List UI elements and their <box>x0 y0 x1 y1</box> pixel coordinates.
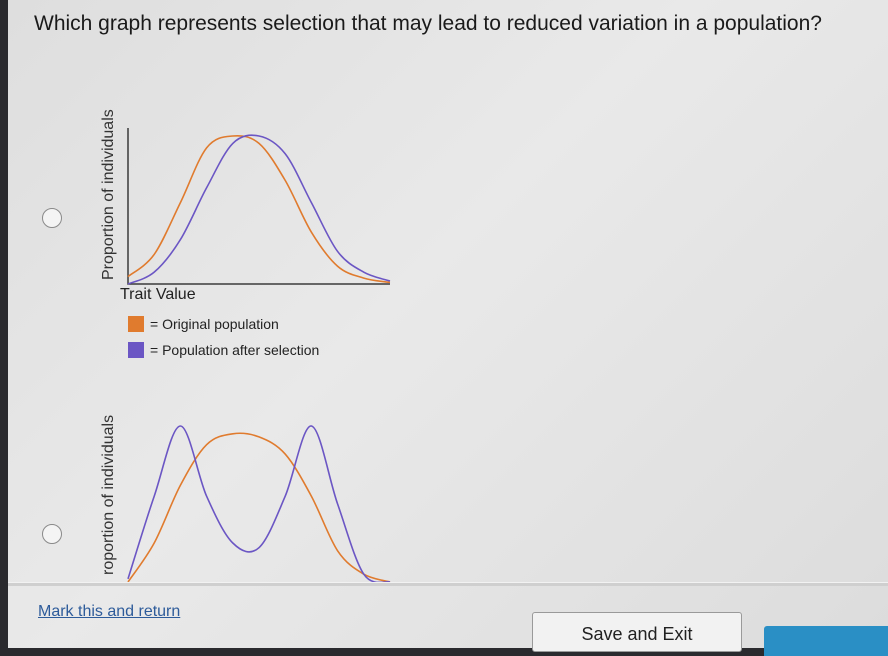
legend-after-selection <box>128 342 319 358</box>
axis-lines <box>128 128 390 284</box>
mark-and-return-link[interactable]: Mark this and return <box>38 603 181 620</box>
footer-divider <box>8 582 888 586</box>
option-b-radio[interactable] <box>42 524 62 544</box>
option-a-ylabel: Proportion of individuals <box>100 109 117 280</box>
option-b-chart <box>120 400 390 582</box>
after-selection-curve <box>128 135 390 284</box>
next-button[interactable] <box>764 626 888 656</box>
quiz-screen <box>8 0 888 648</box>
question-text: Which graph represents selection that may lead to reduced variation in a population? <box>34 12 822 35</box>
option-a-chart <box>120 80 390 290</box>
save-and-exit-button[interactable]: Save and Exit <box>532 612 742 652</box>
legend-original-label: = Original population <box>150 316 279 332</box>
legend-original-swatch <box>128 316 144 332</box>
legend-after-selection-label: = Population after selection <box>150 342 320 358</box>
option-a-xlabel: Trait Value <box>120 286 196 303</box>
original-population-curve <box>128 433 390 582</box>
legend-original <box>128 316 279 332</box>
after-selection-curve <box>128 426 390 583</box>
original-population-curve <box>128 136 390 283</box>
option-b-ylabel: roportion of individuals <box>100 414 117 575</box>
legend-after-selection-swatch <box>128 342 144 358</box>
option-a-radio[interactable] <box>42 208 62 228</box>
